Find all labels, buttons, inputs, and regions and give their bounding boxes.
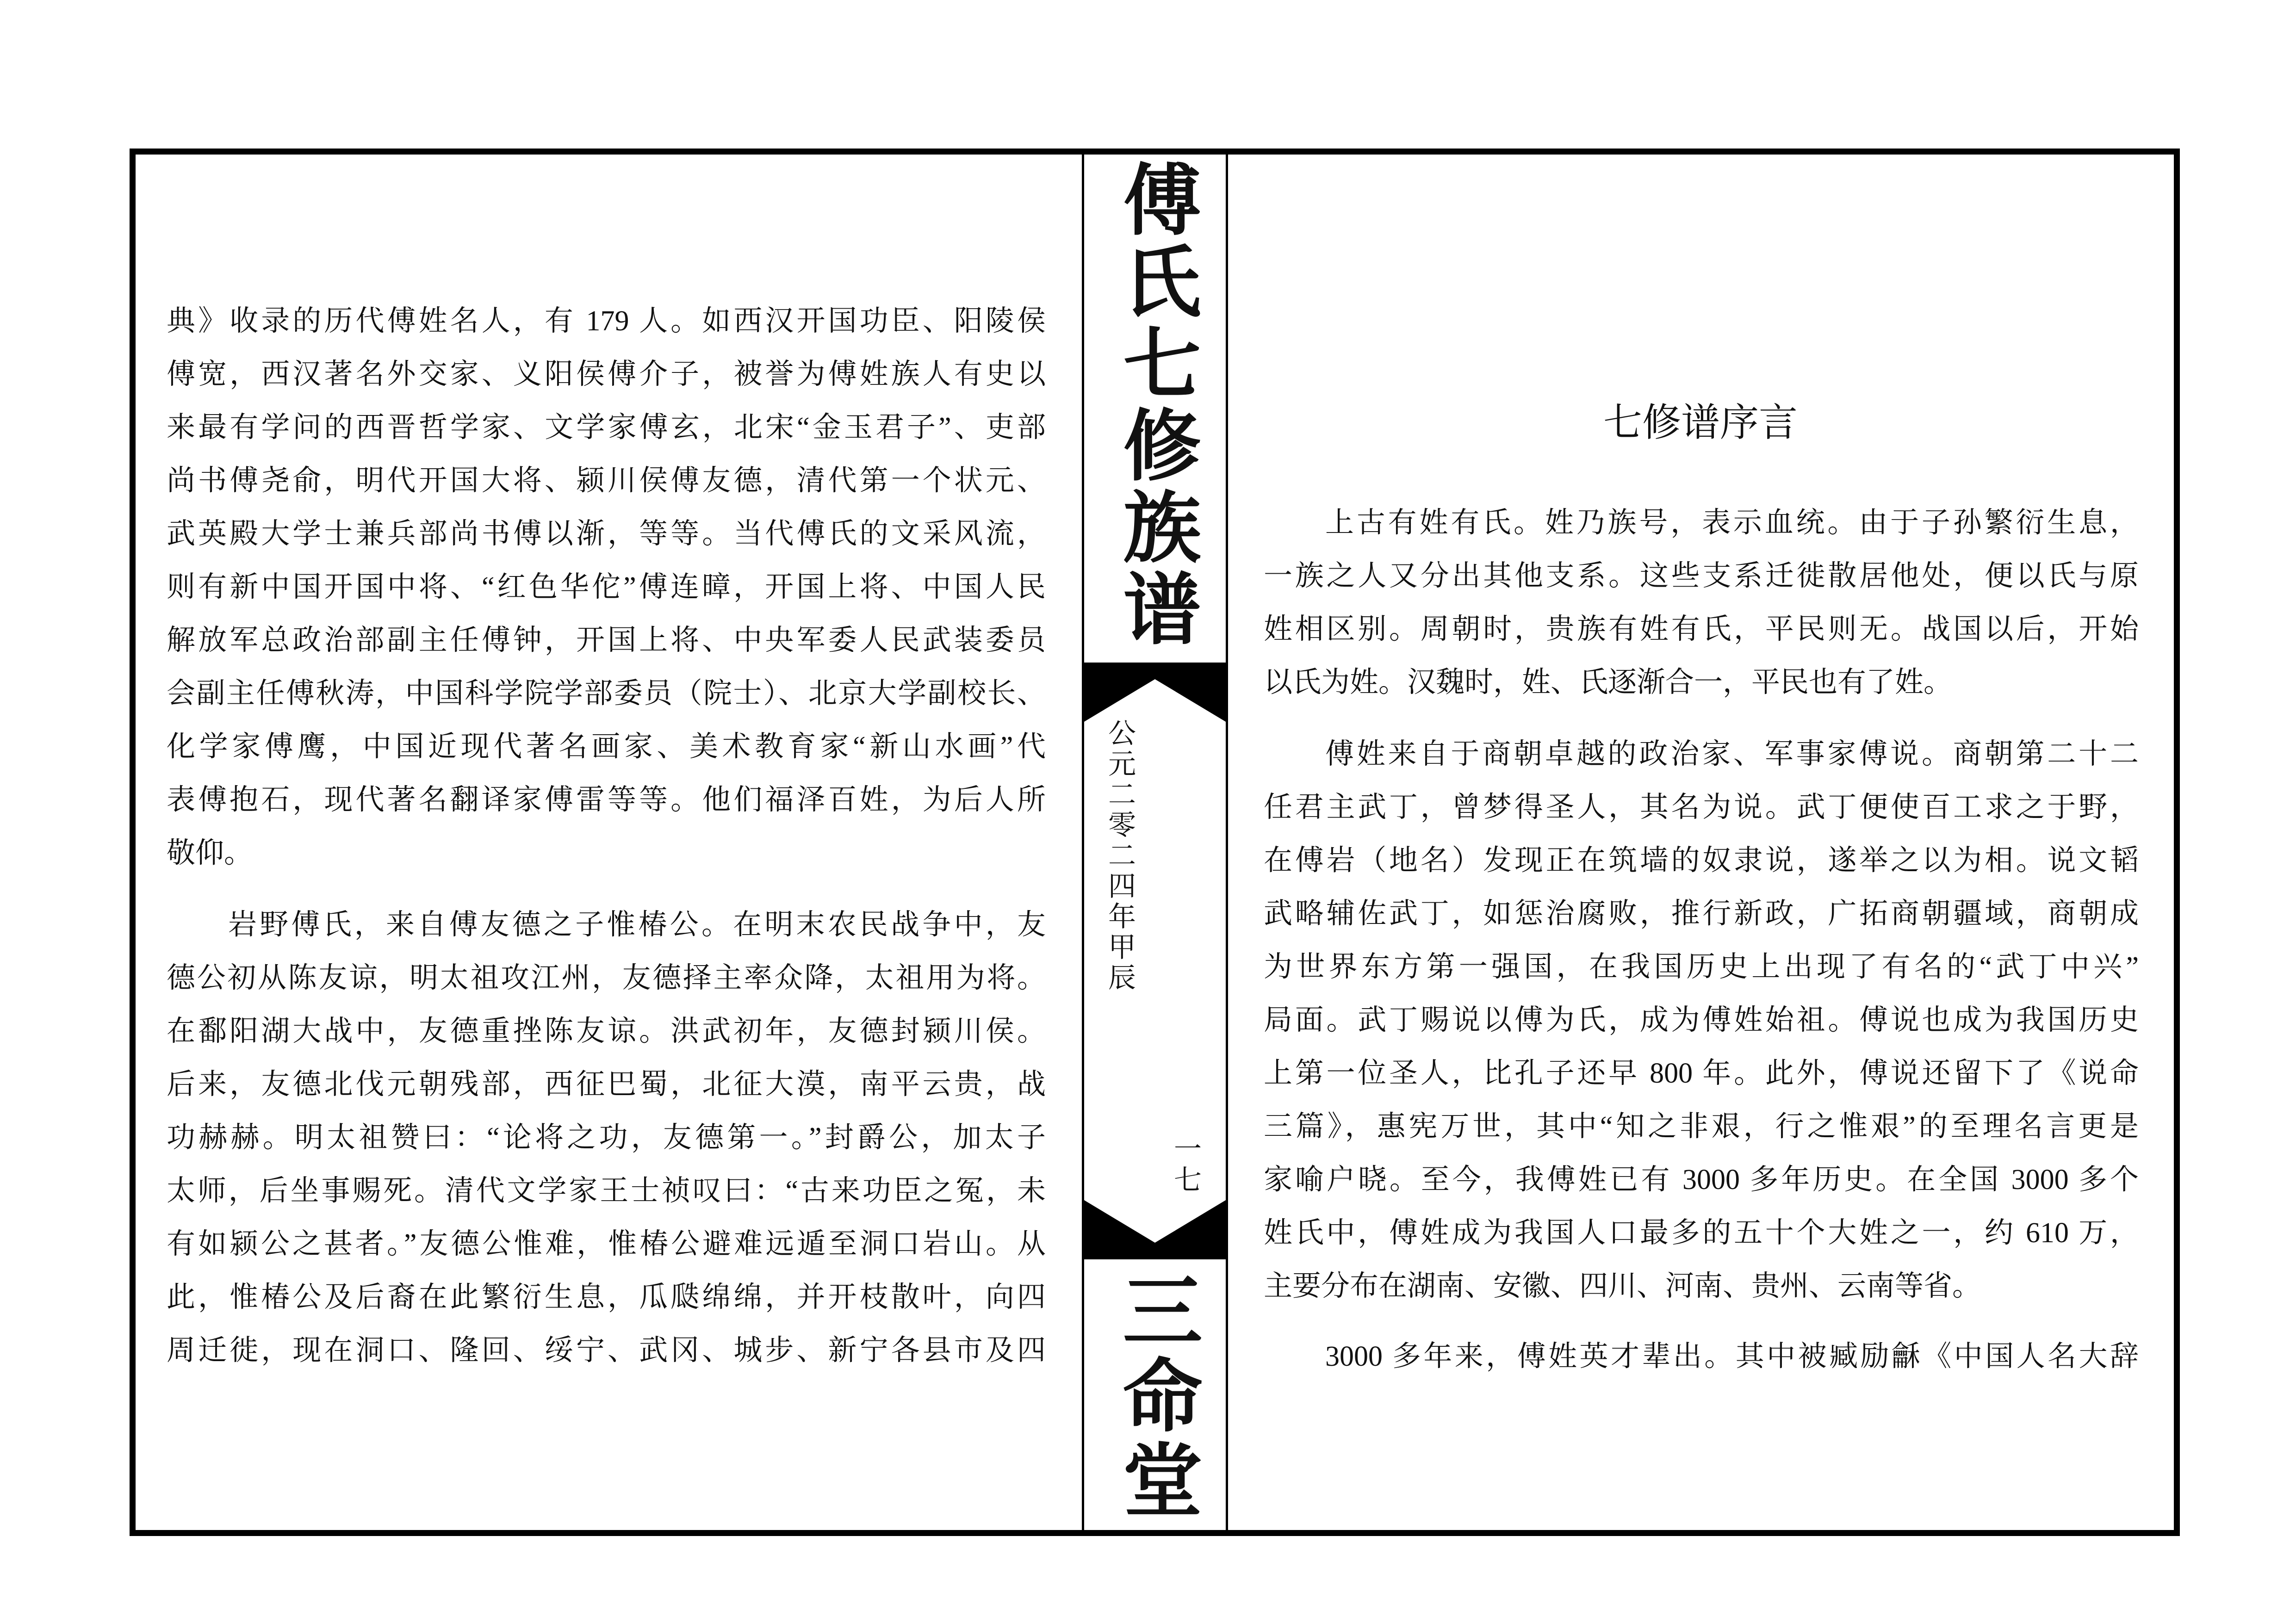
text-line: 会副主任傅秋涛，中国科学院学部委员（院士）、北京大学副校长、 [167, 678, 1046, 709]
text-line: 武英殿大学士兼兵部尚书傅以渐，等等。当代傅氏的文采风流， [167, 518, 1046, 550]
right-page [1264, 0, 2139, 1623]
text-line: 上第一位圣人，比孔子还早 800 年。此外，傅说还留下了《说命 [1264, 1058, 2139, 1089]
text-line: 岩野傅氏，来自傅友德之子惟椿公。在明末农民战争中，友 [228, 909, 1046, 941]
text-line: 以氏为姓。汉魏时，姓、氏逐渐合一，平民也有了姓。 [1264, 667, 1953, 698]
text-line: 功赫赫。明太祖赞曰：“论将之功，友德第一。”封爵公，加太子 [167, 1122, 1046, 1153]
text-line: 局面。武丁赐说以傅为氏，成为傅姓始祖。傅说也成为我国历史 [1264, 1004, 2139, 1036]
text-line: 后来，友德北伐元朝残部，西征巴蜀，北征大漠，南平云贵，战 [167, 1069, 1046, 1100]
paragraph [1264, 1330, 2139, 1383]
fishtail-upper [1084, 663, 1226, 722]
text-line: 3000 多年来，傅姓英才辈出。其中被臧励龢《中国人名大辞 [1325, 1341, 2139, 1372]
text-line: 太师，后坐事赐死。清代文学家王士祯叹曰：“古来功臣之冤，未 [167, 1175, 1046, 1207]
text-line: 一族之人又分出其他支系。这些支系迁徙散居他处，便以氏与原 [1264, 560, 2139, 592]
text-line: 主要分布在湖南、安徽、四川、河南、贵州、云南等省。 [1264, 1270, 1981, 1302]
text-line: 家喻户晓。至今，我傅姓已有 3000 多年历史。在全国 3000 多个 [1264, 1164, 2139, 1196]
text-line: 解放军总政治部副主任傅钟，开国上将、中央军委人民武装委员 [167, 625, 1046, 656]
fishtail-lower [1084, 1200, 1226, 1259]
text-line: 傅宽，西汉著名外交家、义阳侯傅介子，被誉为傅姓族人有史以 [167, 359, 1046, 390]
text-line: 表傅抱石，现代著名翻译家傅雷等等。他们福泽百姓，为后人所 [167, 784, 1046, 816]
paragraph [1264, 496, 2139, 709]
text-line: 在傅岩（地名）发现正在筑墙的奴隶说，遂举之以为相。说文韬 [1264, 845, 2139, 876]
text-line: 敬仰。 [167, 837, 253, 869]
text-line: 三篇》，惠宪万世，其中“知之非艰，行之惟艰”的至理名言更是 [1264, 1111, 2139, 1142]
text-line: 在鄱阳湖大战中，友德重挫陈友谅。洪武初年，友德封颍川侯。 [167, 1016, 1046, 1047]
spine-date: 公元二零二四年甲辰 [1105, 719, 1135, 993]
text-line: 来最有学问的西晋哲学家、文学家傅玄，北宋“金玉君子”、吏部 [167, 412, 1046, 443]
paragraph [167, 295, 1046, 880]
page-title: 七修谱序言 [1603, 402, 1798, 445]
text-line: 典》收录的历代傅姓名人，有 179 人。如西汉开国功臣、阳陵侯 [167, 305, 1046, 337]
text-line: 任君主武丁，曾梦得圣人，其名为说。武丁便使百工求之于野， [1264, 792, 2139, 823]
text-line: 武略辅佐武丁，如惩治腐败，推行新政，广拓商朝疆域，商朝成 [1264, 898, 2139, 929]
page-number: 一七 [1170, 1134, 1201, 1196]
paragraph [167, 898, 1046, 1377]
spine-hall-name: 三命堂 [1111, 1270, 1199, 1524]
left-page [167, 0, 1046, 1623]
text-line: 上古有姓有氏。姓乃族号，表示血统。由于子孙繁衍生息， [1325, 507, 2139, 539]
text-line: 傅姓来自于商朝卓越的政治家、军事家傅说。商朝第二十二 [1325, 738, 2139, 770]
text-line: 姓氏中，傅姓成为我国人口最多的五十个大姓之一，约 610 万， [1264, 1217, 2139, 1249]
text-line: 有如颍公之甚者。”友德公惟难，惟椿公避难远遁至洞口岩山。从 [167, 1228, 1046, 1260]
spine-title: 傅氏七修族谱 [1112, 159, 1198, 650]
spine-right-rule [1226, 149, 1228, 1536]
text-line: 姓相区别。周朝时，贵族有姓有氏，平民则无。战国以后，开始 [1264, 613, 2139, 645]
text-line: 德公初从陈友谅，明太祖攻江州，友德择主率众降，太祖用为将。 [167, 962, 1046, 994]
text-line: 则有新中国开国中将、“红色华佗”傅连暲，开国上将、中国人民 [167, 571, 1046, 603]
text-line: 此，惟椿公及后裔在此繁衍生息，瓜瓞绵绵，并开枝散叶，向四 [167, 1282, 1046, 1313]
text-line: 化学家傅鹰，中国近现代著名画家、美术教育家“新山水画”代 [167, 731, 1046, 762]
text-line: 为世界东方第一强国，在我国历史上出现了有名的“武丁中兴” [1264, 951, 2139, 983]
text-line: 尚书傅尧俞，明代开国大将、颍川侯傅友德，清代第一个状元、 [167, 465, 1046, 496]
paragraph [1264, 728, 2139, 1313]
text-line: 周迁徙，现在洞口、隆回、绥宁、武冈、城步、新宁各县市及四 [167, 1335, 1046, 1366]
